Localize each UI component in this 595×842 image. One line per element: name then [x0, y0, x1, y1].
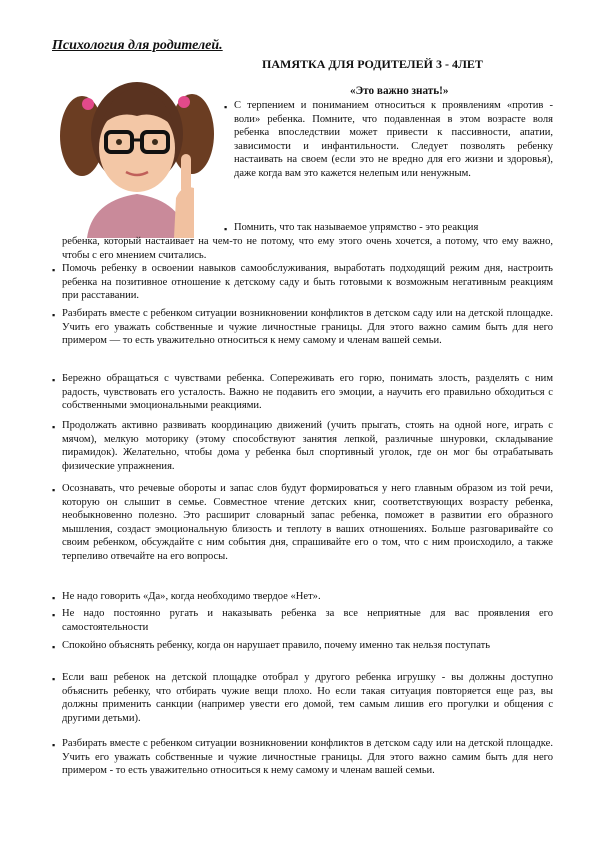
bullet-marker: ▪: [52, 642, 56, 652]
bullet-marker: ▪: [52, 375, 56, 385]
list-item: Продолжать активно развивать координацию движений (учить прыгать, стоять на одной ноге, играть с мячом), мелкую моторику (этому способствуют занятия лепкой, различные шнуровки, складывание пирамидок). Желательно, чтобы дома у ребенка был спортивный уголок, где он мог бы отрабатывать физические упражнения.: [62, 420, 553, 472]
list-item: Если ваш ребенок на детской площадке отобрал у другого ребенка игрушку - вы должны доступно объяснить ребенку, что отбирать чужие вещи плохо. Но если такая ситуация повторяется еще раз, вы должны применить санкции (например увести его домой, тем самым лишив его прогулки и общения с другими детьми).: [62, 672, 553, 724]
bullet-marker: ▪: [52, 674, 56, 684]
bullet-marker: ▪: [224, 102, 228, 112]
list-item: С терпением и пониманием относиться к проявлениям «против - воли» ребенка. Помните, что подавленная в этом возрасте воля ребенка впоследствии может привести к пассивности, апатии, зависимости и инфантильности. Следует позволять ребенку настаивать на своем (если это не вредно для его жизни и здоровья), даже когда вам это кажется нелепым или ненужным.: [234, 100, 553, 179]
document-title: ПАМЯТКА ДЛЯ РОДИТЕЛЕЙ 3 - 4ЛЕТ: [262, 57, 483, 71]
list-item: Осознавать, что речевые обороты и запас слов будут формироваться у него главным образом из той речи, которую он слышит в семье. Совместное чтение детских книг, соответствующих возрасту ребенка, необыкновенно полезно. Это расширит словарный запас ребенка, поможет в развитии его образного мышления, создаст эмоциональную близость и теплоту в ваших отношениях. Больше разговаривайте со своим ребенком, обсуждайте с ним события дня, спрашивайте его о том, что с ним происходило, а также терпеливо отвечайте на его вопросы.: [62, 483, 553, 562]
list-item: Помочь ребенку в освоении навыков самообслуживания, выработать подходящий режим дня, настроить ребенка на позитивное отношение к детскому саду и быть готовыми к возможным негативным реакциям при расставании.: [62, 263, 553, 301]
list-item: Помнить, что так называемое упрямство - это реакция: [234, 222, 479, 233]
category-heading: Психология для родителей.: [52, 38, 223, 53]
list-item-continuation: ребенка, который настаивает на чем-то не потому, что ему этого очень хочется, а потому, что ему важно, чтобы с его мнением считались.: [62, 236, 553, 261]
bullet-marker: ▪: [52, 310, 56, 320]
bullet-marker: ▪: [52, 593, 56, 603]
bullet-marker: ▪: [224, 224, 228, 234]
list-item: Спокойно объяснять ребенку, когда он нарушает правило, почему именно так нельзя поступать: [62, 640, 491, 651]
bullet-marker: ▪: [52, 485, 56, 495]
list-item: Не надо постоянно ругать и наказывать ребенка за все неприятные для вас проявления его самостоятельности: [62, 608, 553, 633]
bullet-marker: ▪: [52, 265, 56, 275]
list-item: Разбирать вместе с ребенком ситуации возникновении конфликтов в детском саду или на детской площадке. Учить его уважать собственные и чужие личностные границы. Для этого важно самим быть для него примером — то есть уважительно относиться к нему самому и членам вашей семьи.: [62, 308, 553, 346]
list-item: Бережно обращаться с чувствами ребенка. Сопереживать его горю, понимать злость, разделять с ним радость, чувствовать его усталость. Важно не подавить его эмоции, а научить его правильно обходиться с собственными эмоциональными реакциями.: [62, 373, 553, 411]
bullet-marker: ▪: [52, 740, 56, 750]
list-item: Разбирать вместе с ребенком ситуации возникновении конфликтов в детском саду или на детской площадке. Учить его уважать собственные и чужие личностные границы. Для этого важно самим быть для него примером - то есть уважительно относиться к нему самому и членам вашей семьи.: [62, 738, 553, 776]
bullet-marker: ▪: [52, 422, 56, 432]
list-item: Не надо говорить «Да», когда необходимо твердое «Нет».: [62, 591, 321, 602]
child-photo: [52, 66, 220, 238]
document-subtitle: «Это важно знать!»: [350, 85, 449, 97]
bullet-marker: ▪: [52, 610, 56, 620]
